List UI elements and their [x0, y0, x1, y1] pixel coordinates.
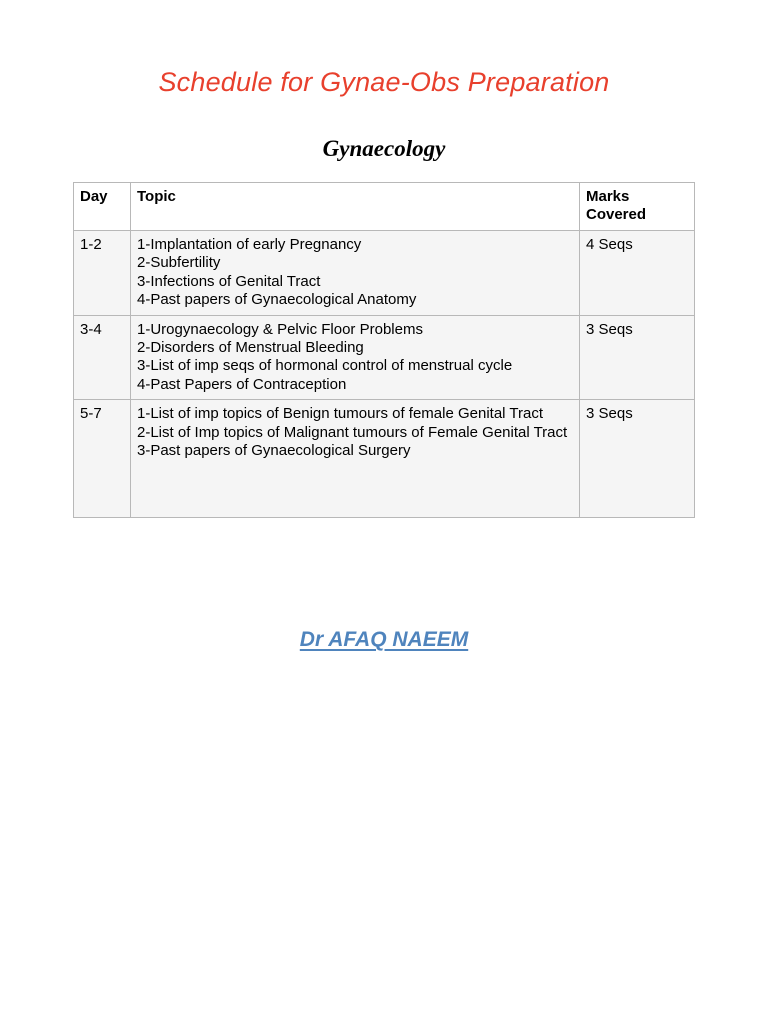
schedule-table [73, 182, 695, 518]
topic-item: 4-Past Papers of Contraception [137, 375, 347, 393]
header-marks-covered: Marks Covered [580, 183, 695, 231]
topic-item: 3-List of imp seqs of hormonal control of menstrual cycle [137, 357, 513, 375]
topic-item: 1-Urogynaecology & Pelvic Floor Problems [137, 320, 423, 338]
table-row [74, 231, 695, 316]
topic-item: 2-Disorders of Menstrual Bleeding [137, 339, 364, 357]
table-body [74, 231, 695, 518]
marks-cell: 3 Seqs [580, 315, 695, 400]
header-row [74, 183, 695, 231]
topic-item: 1-List of imp topics of Benign tumours of female Genital Tract [137, 405, 544, 423]
topic-cell [131, 315, 580, 400]
topic-cell [131, 400, 580, 518]
topic-item: 2-Subfertility [137, 254, 221, 272]
author-name: Dr AFAQ NAEEM [299, 628, 469, 651]
header-topic: Topic [131, 183, 580, 231]
marks-cell: 4 Seqs [580, 231, 695, 316]
day-cell: 1-2 [74, 231, 131, 316]
topic-item: 1-Implantation of early Pregnancy [137, 236, 362, 253]
table-row [74, 400, 695, 518]
topic-item: 2-List of Imp topics of Malignant tumours of Female Genital Tract [137, 423, 568, 441]
header-day: Day [74, 183, 131, 231]
day-cell: 5-7 [74, 400, 131, 518]
section-title: Gynaecology [322, 136, 446, 161]
topic-item: 3-Infections of Genital Tract [137, 272, 321, 290]
topic-item: 4-Past papers of Gynaecological Anatomy [137, 291, 417, 309]
topic-item: 3-Past papers of Gynaecological Surgery [137, 442, 411, 460]
table-header [74, 183, 695, 231]
day-cell: 3-4 [74, 315, 131, 400]
topic-cell [131, 231, 580, 316]
document-title: Schedule for Gynae-Obs Preparation [158, 67, 610, 97]
marks-cell: 3 Seqs [580, 400, 695, 518]
table-row [74, 315, 695, 400]
